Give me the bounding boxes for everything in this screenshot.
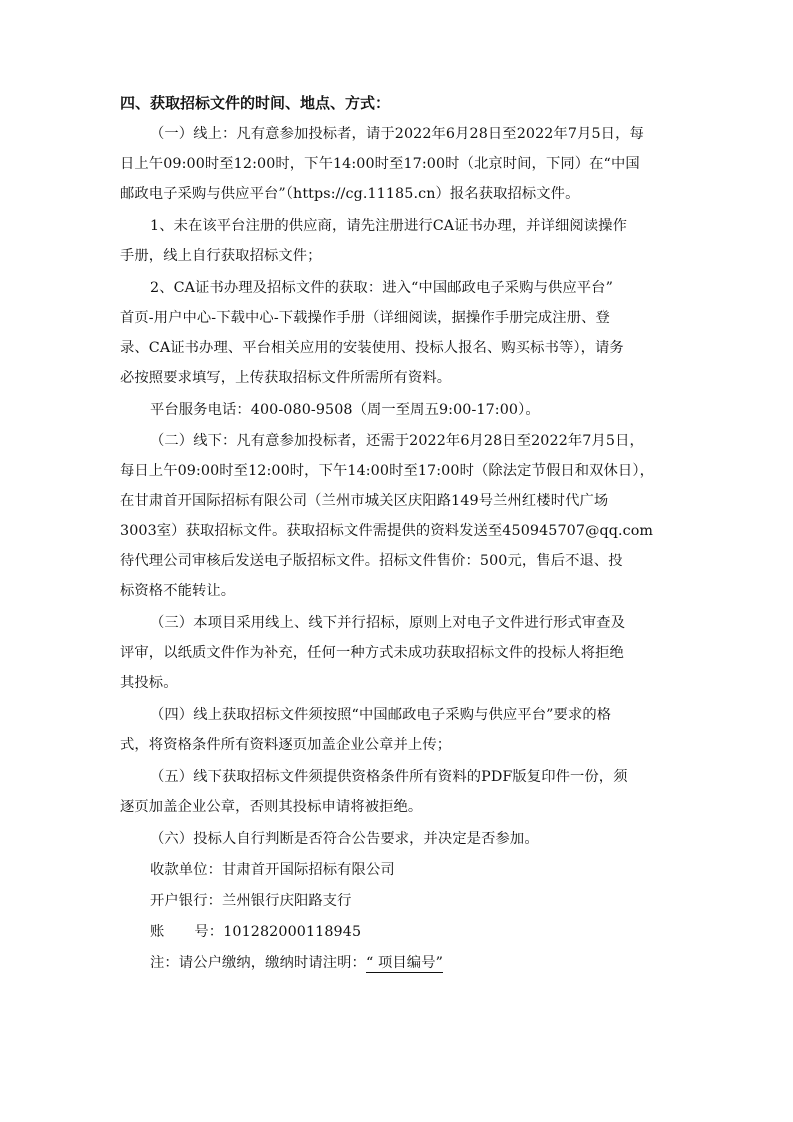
paragraph-line: 邮政电子采购与供应平台”（https://cg.11185.cn）报名获取招标文件。 xyxy=(120,186,580,202)
self-judgement: （六）投标人自行判断是否符合公告要求，并决定是否参加。 xyxy=(150,831,539,847)
paragraph-line: 式，将资格条件所有资料逐页加盖企业公章并上传； xyxy=(120,737,452,753)
paragraph-line: 其投标。 xyxy=(120,675,178,691)
section-heading: 四、获取招标文件的时间、地点、方式： xyxy=(120,94,391,112)
paragraph-line: 每日上午09:00时至12:00时，下午14:00时至17:00时（除法定节假日和双休日）， xyxy=(120,463,654,479)
paragraph-line: 标资格不能转让。 xyxy=(120,583,236,599)
paragraph-line: （三）本项目采用线上、线下并行招标，原则上对电子文件进行形式审查及 xyxy=(150,615,626,631)
paragraph-line: （二）线下：凡有意参加投标者，还需于2022年6月28日至2022年7月5日， xyxy=(150,433,644,449)
account-number-row xyxy=(120,917,680,948)
paragraph-item-1 xyxy=(120,211,680,271)
paragraph-line: 首页-用户中心-下载中心-下载操作手册（详细阅读，据操作手册完成注册、登 xyxy=(120,310,610,326)
account-label-start: 账 xyxy=(150,924,165,940)
paragraph-line: 待代理公司审核后发送电子版招标文件。招标文件售价：500元，售后不退、投 xyxy=(120,553,623,569)
paragraph-line: 3003室）获取招标文件。获取招标文件需提供的资料发送至450945707@qq.com xyxy=(120,523,654,539)
paragraph-line: 手册，线上自行获取招标文件； xyxy=(120,248,322,264)
paragraph-offline xyxy=(120,426,680,606)
paragraph-online-requirement xyxy=(120,700,680,760)
service-phone: 平台服务电话：400-080-9508（周一至周五9:00-17:00）。 xyxy=(150,402,540,418)
paragraph-line: 在甘肃首开国际招标有限公司（兰州市城关区庆阳路149号兰州红楼时代广场 xyxy=(120,493,609,509)
paragraph-line: 逐页加盖企业公章，否则其投标申请将被拒绝。 xyxy=(120,799,423,815)
paragraph-line: （四）线上获取招标文件须按照“中国邮政电子采购与供应平台”要求的格 xyxy=(150,707,612,723)
paragraph-line: 日上午09:00时至12:00时，下午14:00时至17:00时（北京时间，下同）在“中国 xyxy=(120,156,640,172)
payee: 收款单位：甘肃首开国际招标有限公司 xyxy=(150,862,395,878)
paragraph-line: （一）线上：凡有意参加投标者，请于2022年6月28日至2022年7月5日，每 xyxy=(150,126,644,142)
paragraph-item-2 xyxy=(120,273,680,393)
account-number: 101282000118945 xyxy=(223,924,362,940)
paragraph-line: 1、未在该平台注册的供应商，请先注册进行CA证书办理，并详细阅读操作 xyxy=(150,218,627,234)
account-label-end: 号： xyxy=(194,924,224,940)
project-number-placeholder: “ 项目编号” xyxy=(365,955,444,971)
paragraph-online xyxy=(120,119,680,209)
paragraph-line: 录、CA证书办理、平台相关应用的安装使用、投标人报名、购买标书等），请务 xyxy=(120,340,624,356)
payment-note-prefix: 注：请公户缴纳，缴纳时请注明： xyxy=(150,955,366,971)
bank: 开户银行：兰州银行庆阳路支行 xyxy=(150,893,352,909)
payment-note xyxy=(120,948,680,979)
paragraph-offline-requirement xyxy=(120,762,680,822)
document-page xyxy=(120,90,680,979)
paragraph-line: 必按照要求填写，上传获取招标文件所需所有资料。 xyxy=(120,370,452,386)
paragraph-line: （五）线下获取招标文件须提供资格条件所有资料的PDF版复印件一份，须 xyxy=(150,769,628,785)
paragraph-line: 2、CA证书办理及招标文件的获取：进入“中国邮政电子采购与供应平台” xyxy=(150,280,613,296)
paragraph-parallel xyxy=(120,608,680,698)
paragraph-line: 评审，以纸质文件作为补充，任何一种方式未成功获取招标文件的投标人将拒绝 xyxy=(120,645,624,661)
